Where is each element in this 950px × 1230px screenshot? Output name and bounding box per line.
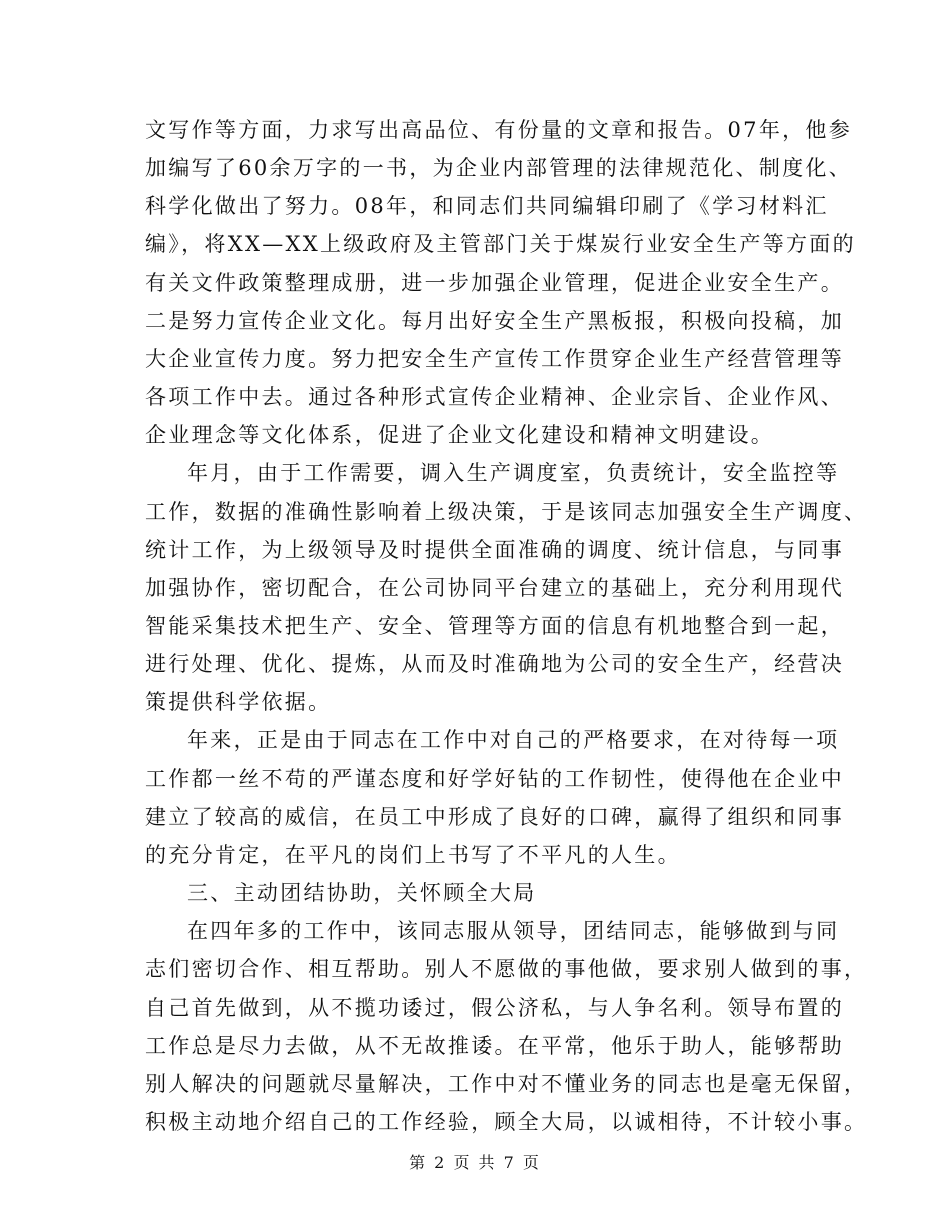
section-heading: 三、主动团结协助，关怀顾全大局 xyxy=(187,881,537,905)
body-line: 加强协作，密切配合，在公司协同平台建立的基础上，充分利用现代 xyxy=(145,576,844,600)
body-line: 在四年多的工作中，该同志服从领导，团结同志，能够做到与同 xyxy=(187,919,840,943)
body-line: 志们密切合作、相互帮助。别人不愿做的事他做，要求别人做到的事， xyxy=(145,957,868,981)
body-line: 编》，将XX—XX上级政府及主管部门关于煤炭行业安全生产等方面的 xyxy=(145,232,856,256)
body-line: 统计工作，为上级领导及时提供全面准确的调度、统计信息，与同事 xyxy=(145,538,844,562)
body-line: 自己首先做到，从不揽功诿过，假公济私，与人争名利。领导布置的 xyxy=(145,996,844,1020)
body-line: 科学化做出了努力。08年，和同志们共同编辑印刷了《学习材料汇 xyxy=(145,194,829,218)
body-line: 有关文件政策整理成册，进一步加强企业管理，促进企业安全生产。 xyxy=(145,271,844,295)
body-line: 建立了较高的威信，在员工中形成了良好的口碑，赢得了组织和同事 xyxy=(145,805,844,829)
body-line: 工作都一丝不苟的严谨态度和好学好钻的工作韧性，使得他在企业中 xyxy=(145,767,844,791)
body-line: 进行处理、优化、提炼，从而及时准确地为公司的安全生产，经营决 xyxy=(145,652,844,676)
body-line: 企业理念等文化体系，促进了企业文化建设和精神文明建设。 xyxy=(145,423,775,447)
body-line: 年来，正是由于同志在工作中对自己的严格要求，在对待每一项 xyxy=(187,728,840,752)
body-line: 年月，由于工作需要，调入生产调度室，负责统计，安全监控等 xyxy=(187,461,840,485)
body-line: 工作总是尽力去做，从不无故推诿。在平常，他乐于助人，能够帮助 xyxy=(145,1034,844,1058)
body-line: 的充分肯定，在平凡的岗们上书写了不平凡的人生。 xyxy=(145,843,681,867)
body-line: 各项工作中去。通过各种形式宣传企业精神、企业宗旨、企业作风、 xyxy=(145,385,844,409)
body-line: 别人解决的问题就尽量解决，工作中对不懂业务的同志也是毫无保留， xyxy=(145,1072,868,1096)
body-line: 文写作等方面，力求写出高品位、有份量的文章和报告。07年，他参 xyxy=(145,118,853,142)
body-line: 策提供科学依据。 xyxy=(145,690,332,714)
body-line: 二是努力宣传企业文化。每月出好安全生产黑板报，积极向投稿，加 xyxy=(145,309,844,333)
body-line: 积极主动地介绍自己的工作经验，顾全大局，以诚相待，不计较小事。 xyxy=(145,1110,868,1134)
body-line: 加编写了60余万字的一书，为企业内部管理的法律规范化、制度化、 xyxy=(145,156,853,180)
body-line: 智能采集技术把生产、安全、管理等方面的信息有机地整合到一起， xyxy=(145,614,844,638)
body-line: 工作，数据的准确性影响着上级决策，于是该同志加强安全生产调度、 xyxy=(145,500,868,524)
page-number-footer: 第 2 页 共 7 页 xyxy=(409,1153,541,1172)
body-line: 大企业宣传力度。努力把安全生产宣传工作贯穿企业生产经营管理等 xyxy=(145,347,844,371)
